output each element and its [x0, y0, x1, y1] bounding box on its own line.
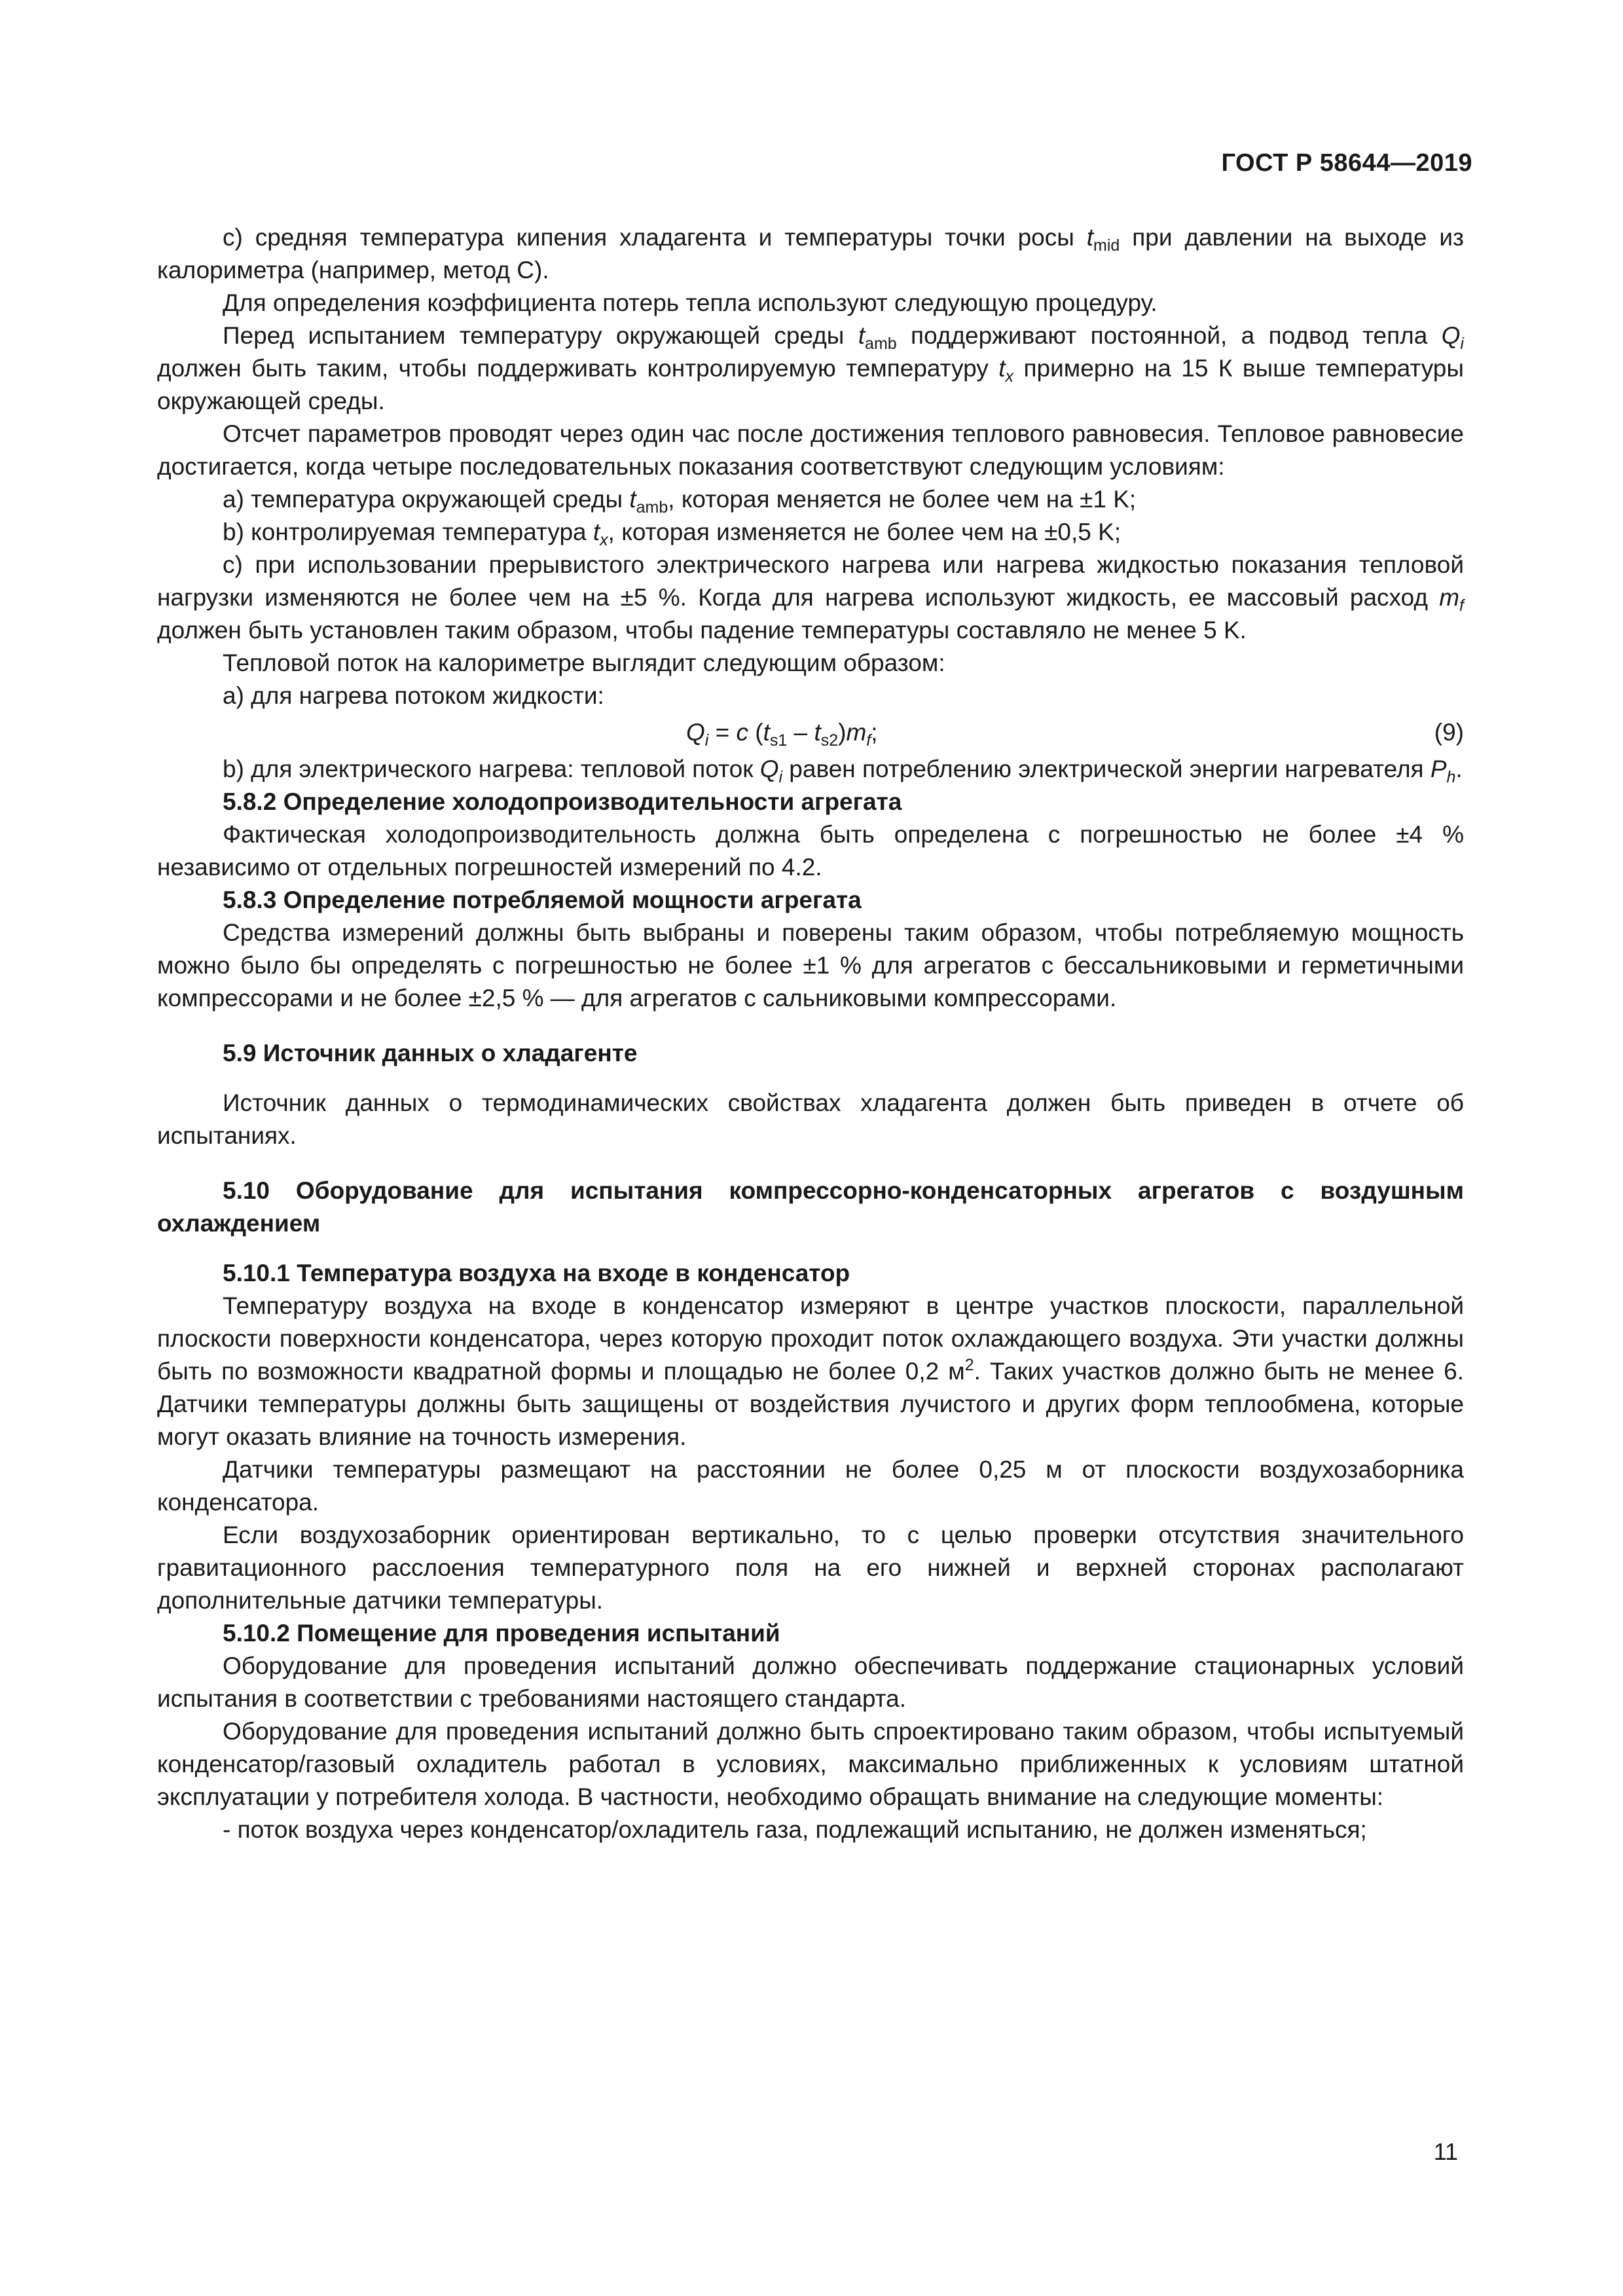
- paragraph-5-10-2-b: Оборудование для проведения испытаний должно быть спроектировано таким образом, чтобы испытуемый конденсатор/газовый охладитель работал в условиях, максимально приближенных к условиям штатной эксплуатации у потребителя холода. В частности, необходимо обращать внимание на следующие моменты:: [157, 1718, 1464, 1810]
- document-code-header: ГОСТ Р 58644—2019: [1221, 149, 1472, 177]
- list-item-c-heating: c) при использовании прерывистого электрического нагрева или нагрева жидкостью показания тепловой нагрузки изменяются не более чем на ±5 %. Когда для нагрева используют жидкость, ее массовый расход $m_f$ должен быть установлен таким образом, чтобы падение температуры составляло не менее 5 K.: [157, 551, 1464, 644]
- paragraph-vertical-intake: Если воздухозаборник ориентирован вертикально, то с целью проверки отсутствия значительного гравитационного расслоения температурного поля на его нижней и верхней сторонах располагают дополнительные датчики температуры.: [157, 1522, 1464, 1614]
- paragraph-heat-flow: Тепловой поток на калориметре выглядит следующим образом:: [223, 649, 945, 676]
- section-heading-5-9: 5.9 Источник данных о хладагенте: [223, 1040, 638, 1066]
- equation-number: (9): [1434, 719, 1464, 746]
- section-heading-5-10-2: 5.10.2 Помещение для проведения испытаний: [223, 1620, 780, 1647]
- list-item-b-electric: b) для электрического нагрева: тепловой поток $Q_i$ равен потреблению электрической энергии нагревателя $P_h$.: [223, 756, 1463, 786]
- paragraph-5-8-2: Фактическая холодопроизводительность должна быть определена с погрешностью не более ±4 % независимо от отдельных погрешностей измерений по 4.2.: [157, 821, 1464, 881]
- list-item-a-liquid: a) для нагрева потоком жидкости:: [223, 682, 604, 709]
- paragraph-5-8-3: Средства измерений должны быть выбраны и поверены таким образом, чтобы потребляемую мощность можно было бы определять с погрешностью не более ±1 % для агрегатов с бессальниковыми и герметичными компрессорами и не более ±2,5 % — для агрегатов с сальниковыми компрессорами.: [157, 919, 1464, 1011]
- page-content: [157, 221, 1464, 1846]
- paragraph-before-test: Перед испытанием температуру окружающей среды $t_{amb}$ поддерживают постоянной, а подвод тепла $Q_i$ должен быть таким, чтобы поддерживать контролируемую температуру $t_x$ примерно на 15 К выше температуры окружающей среды.: [157, 322, 1464, 414]
- list-item-b-controlled: b) контролируемая температура $t_x$, которая изменяется не более чем на ±0,5 K;: [223, 519, 1122, 549]
- section-heading-5-10-1: 5.10.1 Температура воздуха на входе в конденсатор: [223, 1260, 850, 1286]
- paragraph-procedure: Для определения коэффициента потерь тепла используют следующую процедуру.: [223, 289, 1158, 316]
- paragraph-5-9: Источник данных о термодинамических свойствах хладагента должен быть приведен в отчете об испытаниях.: [157, 1089, 1464, 1149]
- section-heading-5-8-3: 5.8.3 Определение потребляемой мощности агрегата: [223, 886, 862, 913]
- paragraph-c-mid: c) средняя температура кипения хладагента и температуры точки росы $t_{mid}$ при давлении на выходе из калориметра (например, метод С).: [157, 224, 1464, 283]
- paragraph-5-10-1: Температуру воздуха на входе в конденсатор измеряют в центре участков плоскости, параллельной плоскости поверхности конденсатора, через которую проходит поток охлаждающего воздуха. Эти участки должны быть по возможности квадратной формы и площадью не более 0,2 $м^2$. Таких участков должно быть не менее 6. Датчики температуры должны быть защищены от воздействия лучистого и других форм теплообмена, которые могут оказать влияние на точность измерения.: [157, 1292, 1464, 1450]
- paragraph-5-10-2-a: Оборудование для проведения испытаний должно обеспечивать поддержание стационарных условий испытания в соответствии с требованиями настоящего стандарта.: [157, 1652, 1464, 1712]
- paragraph-reading: Отсчет параметров проводят через один час после достижения теплового равновесия. Тепловое равновесие достигается, когда четыре последовательных показания соответствуют следующим условиям:: [157, 420, 1464, 480]
- list-item-a-ambient: a) температура окружающей среды $t_{amb}$, которая меняется не более чем на ±1 K;: [223, 486, 1137, 517]
- section-heading-5-10: 5.10 Оборудование для испытания компрессорно-конденсаторных агрегатов с воздушным охлаждением: [157, 1177, 1464, 1237]
- section-heading-5-8-2: 5.8.2 Определение холодопроизводительности агрегата: [223, 788, 902, 815]
- paragraph-sensors: Датчики температуры размещают на расстоянии не более 0,25 м от плоскости воздухозаборника конденсатора.: [157, 1456, 1464, 1516]
- page-number: 11: [1433, 2138, 1458, 2165]
- equation-formula: $Q_i = c$ $(t_{s1} - t_{s2})m_f$;: [686, 719, 878, 750]
- list-item-airflow: - поток воздуха через конденсатор/охладитель газа, подлежащий испытанию, не должен изменяться;: [223, 1816, 1367, 1843]
- equation-9: [157, 712, 1464, 753]
